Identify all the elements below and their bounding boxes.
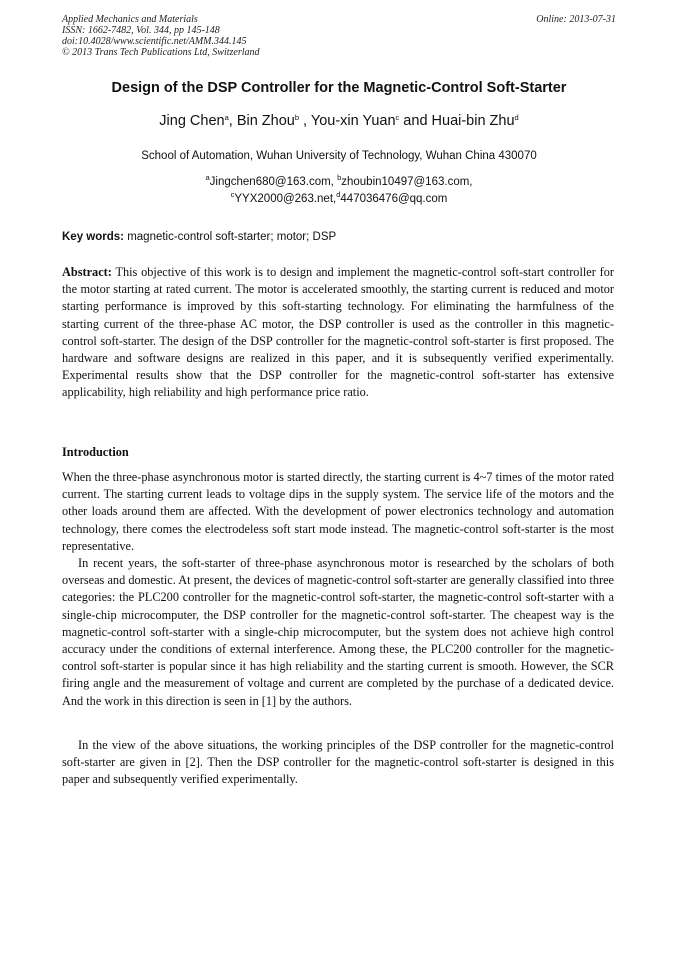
intro-paragraph-3: In the view of the above situations, the working principles of the DSP controller for the magnetic-control soft-starter are given in [2]. Then the DSP controller for the magnetic-control soft-starter is designed in this paper and subsequently verified experimentally. — [62, 738, 614, 787]
abstract — [62, 264, 614, 402]
section-heading-introduction: Introduction — [62, 445, 129, 459]
author-affil-mark: d — [514, 113, 519, 122]
affiliation: School of Automation, Wuhan University of Technology, Wuhan China 430070 — [141, 150, 537, 162]
intro-paragraph-1: When the three-phase asynchronous motor is started directly, the starting current is 4~7 times of the motor rated current. The starting current leads to voltage dips in the supply system. The service life of the motors and the other loads around them are affected. With the development of power electronics technology and automation technology, there comes the electrodeless soft start mode instead. The magnetic-control soft-starter is the most representative. — [62, 470, 614, 553]
copyright-line: © 2013 Trans Tech Publications Ltd, Switzerland — [62, 47, 260, 58]
email-b: zhoubin10497@163.com, — [341, 176, 473, 188]
email-a: Jingchen680@163.com, — [209, 176, 338, 188]
doi-line: doi:10.4028/www.scientific.net/AMM.344.145 — [62, 36, 247, 47]
author-separator: and — [399, 113, 432, 129]
journal-name: Applied Mechanics and Materials — [62, 14, 198, 25]
online-date: Online: 2013-07-31 — [536, 14, 616, 25]
keywords — [62, 231, 616, 243]
author-name: Jing Chen — [159, 113, 225, 129]
author-affil-mark: b — [294, 113, 300, 122]
paper-title: Design of the DSP Controller for the Magnetic-Control Soft-Starter — [111, 80, 567, 96]
author-separator: , — [299, 113, 311, 129]
author-emails — [0, 174, 678, 208]
email-line-1 — [0, 174, 678, 191]
email-mark: a — [205, 173, 210, 182]
author-separator: , — [228, 113, 237, 129]
issn-line: ISSN: 1662-7482, Vol. 344, pp 145-148 — [62, 25, 220, 36]
email-d: 447036476@qq.com — [340, 193, 448, 205]
author-name: Huai-bin Zhu — [431, 113, 515, 129]
email-mark: c — [230, 190, 235, 199]
abstract-text: This objective of this work is to design and implement the magnetic-control soft-start controller for the motor starting at rated current. The motor is accelerated smoothly, the starting current is reduced and motor starting performance is improved by this soft-starting technology. For eliminating the harmfulness of the starting current of the three-phase AC motor, the DSP controller is used as the controller in this magnetic-control soft-starter. The design of the DSP controller for the magnetic-control soft-starter is first proposed. The hardware and software designs are realized in this paper, and it is subsequently verified experimentally. Experimental results show that the DSP controller for the magnetic-control soft-starter has extensive applicability, high reliability and high performance price ratio. — [62, 265, 614, 400]
author-affil-mark: c — [395, 113, 400, 122]
author-affil-mark: a — [224, 113, 229, 122]
author-name: You-xin Yuan — [310, 113, 396, 129]
intro-paragraph-2: In recent years, the soft-starter of three-phase asynchronous motor is researched by the scholars of both overseas and domestic. At present, the devices of magnetic-control soft-starter are generally classified into three categories: the PLC200 controller for the magnetic-control soft-starter, the magnetic-control soft-starter with a single-chip microcomputer, the DSP controller for the magnetic-control soft-starter. The cheapest way is the magnetic-control soft-starter with a single-chip microcomputer, but the system does not achieve high control accuracy under the conditions of external interference. Among these, the PLC200 controller for the magnetic-control soft-starter is popular since it has high reliability and the starting current is smooth. However, the SCR firing angle and the measurement of voltage and current are completed by the purchase of a dedicated device. And the work in this direction is seen in [1] by the authors. — [62, 556, 614, 708]
keywords-label: Key words: — [62, 231, 124, 243]
author-name: Bin Zhou — [236, 113, 295, 129]
keywords-text: magnetic-control soft-starter; motor; DSP — [124, 231, 337, 243]
email-mark: d — [336, 190, 341, 199]
email-line-2 — [0, 191, 678, 208]
author-list — [0, 113, 678, 129]
journal-header — [62, 14, 616, 58]
email-mark: b — [337, 173, 342, 182]
abstract-label: Abstract: — [62, 265, 112, 279]
email-c: YYX2000@263.net, — [234, 193, 337, 205]
